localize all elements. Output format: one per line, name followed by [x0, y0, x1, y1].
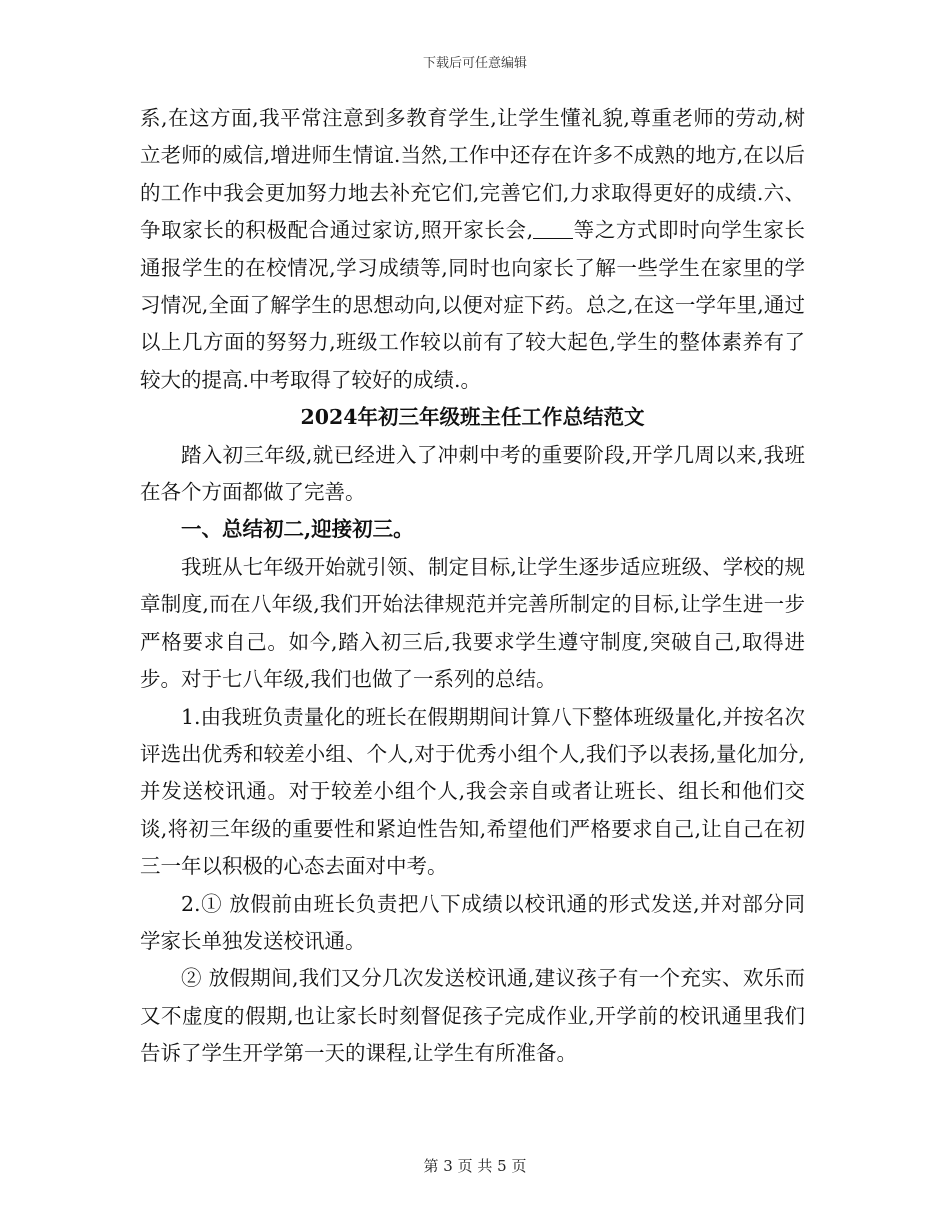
paragraph-continued-rest: 等之方式即时向学生家长通报学生的在校情况,学习成绩等,同时也向家长了解一些学生在家里的学习情况,全面了解学生的思想动向,以便对症下药。总之,在这一学年里,通过以上几方面的努努力,班级工作较以前有了较大起色,学生的整体素养有了较大的提高.中考取得了较好的成绩.。 — [140, 218, 805, 392]
paragraph-item-1: 1.由我班负责量化的班长在假期期间计算八下整体班级量化,并按名次评选出优秀和较差小组、个人,对于优秀小组个人,我们予以表扬,量化加分,并发送校讯通。对于较差小组个人,我会亲自或者让班长、组长和他们交谈,将初三年级的重要性和紧迫性告知,希望他们严格要求自己,让自己在初三一年以积极的心态去面对中考。 — [140, 704, 805, 879]
page-header: 下载后可任意编辑 — [422, 56, 527, 71]
paragraph-section1: 我班从七年级开始就引领、制定目标,让学生逐步适应班级、学校的规章制度,而在八年级,我们开始法律规范并完善所制定的目标,让学生进一步严格要求自己。如今,踏入初三后,我要求学生遵守制度,突破自己,取得进步。对于七八年级,我们也做了一系列的总结。 — [140, 554, 805, 692]
paragraph-item-2b: ② 放假期间,我们又分几次发送校讯通,建议孩子有一个充实、欢乐而又不虚度的假期,也让家长时刻督促孩子完成作业,开学前的校讯通里我们告诉了学生开学第一天的课程,让学生有所准备。 — [140, 966, 805, 1066]
paragraph-continued — [140, 100, 805, 399]
paragraph-intro: 踏入初三年级,就已经进入了冲刺中考的重要阶段,开学几周以来,我班在各个方面都做了完善。 — [140, 442, 805, 505]
section-heading: 一、总结初二,迎接初三。 — [181, 517, 414, 542]
document-title: 2024年初三年级班主任工作总结范文 — [300, 405, 645, 430]
blank-underline — [533, 237, 573, 239]
paragraph-continued-text: 系,在这方面,我平常注意到多教育学生,让学生懂礼貌,尊重老师的劳动,树立老师的威信,增进师生情谊.当然,工作中还存在许多不成熟的地方,在以后的工作中我会更加努力地去补充它们,完善它们,力求取得更好的成绩.六、争取家长的积极配合通过家访,照开家长会, — [140, 106, 805, 243]
document-body — [140, 100, 805, 1073]
paragraph-item-2a: 2.① 放假前由班长负责把八下成绩以校讯通的形式发送,并对部分同学家长单独发送校讯通。 — [140, 891, 805, 953]
page-footer: 第 3 页 共 5 页 — [423, 1157, 527, 1175]
